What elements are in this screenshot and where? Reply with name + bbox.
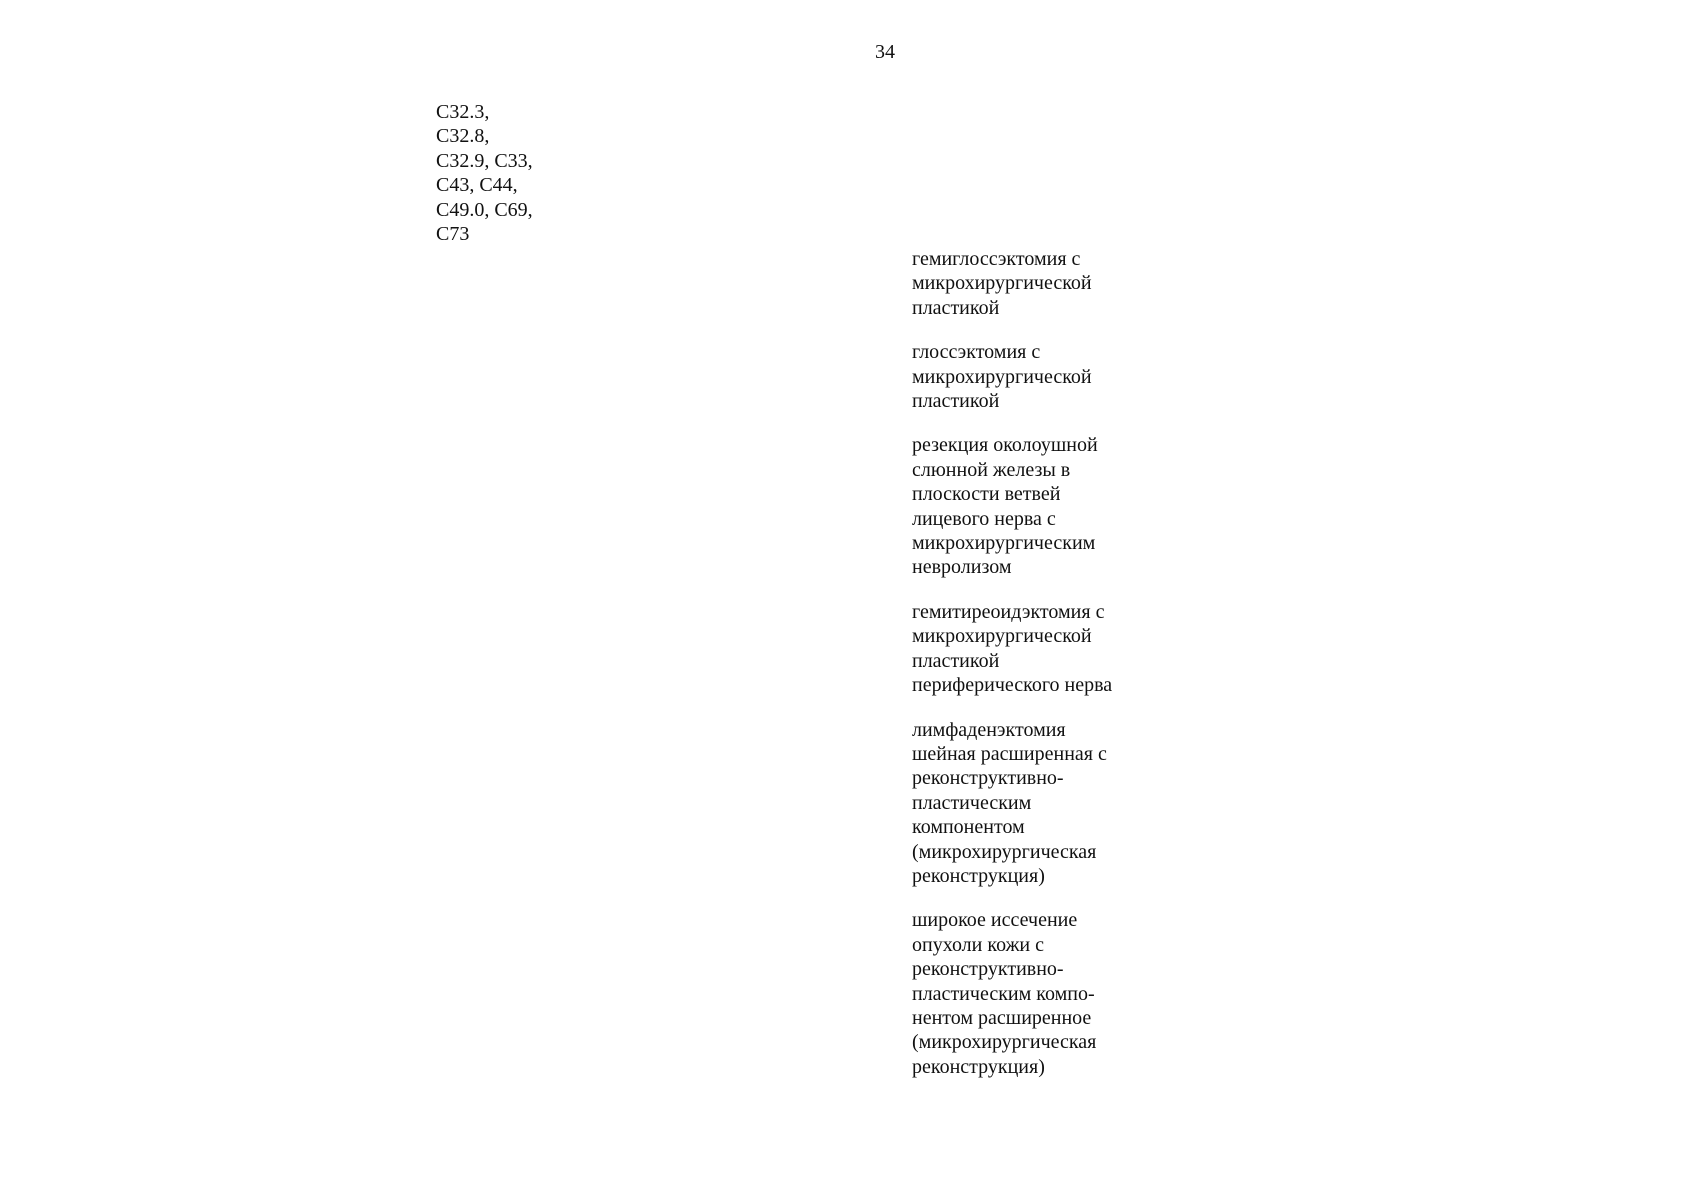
procedure-parotid-resection (912, 433, 1152, 579)
procedure-text-line: глоссэктомия с (912, 341, 1041, 364)
procedure-text-line: резекция околоушной (912, 434, 1098, 457)
procedures-list (912, 247, 1152, 1099)
procedure-text-line: реконструктивно- (912, 767, 1064, 790)
diagnosis-code: C43, C44, (436, 174, 518, 197)
diagnosis-codes-list (436, 100, 533, 246)
diagnosis-code: C32.9, C33, (436, 149, 533, 172)
procedure-text-line: микрохирургической (912, 365, 1092, 388)
procedure-text-line: шейная расширенная с (912, 742, 1107, 765)
procedure-text-line: опухоли кожи с (912, 933, 1044, 956)
procedure-text-line: пластикой (912, 649, 1000, 672)
procedure-text-line: микрохирургическим (912, 532, 1096, 555)
procedure-text-line: реконструктивно- (912, 958, 1064, 981)
diagnosis-code: C49.0, C69, (436, 198, 533, 221)
procedure-text-line: нентом расширенное (912, 1006, 1092, 1029)
procedure-lymphadenectomy (912, 718, 1152, 889)
procedure-glossectomy (912, 340, 1152, 413)
procedure-text-line: гемитиреоидэктомия с (912, 600, 1105, 623)
procedure-text-line: компонентом (912, 816, 1025, 839)
procedure-skin-tumor-excision (912, 908, 1152, 1079)
diagnosis-code: C32.8, (436, 125, 490, 148)
procedure-text-line: пластическим (912, 791, 1032, 814)
diagnosis-code: C32.3, (436, 101, 490, 123)
procedure-text-line: реконструкция) (912, 1055, 1045, 1078)
procedure-text-line: микрохирургической (912, 272, 1092, 295)
procedure-text-line: пластическим компо- (912, 982, 1095, 1005)
page-number: 34 (875, 41, 895, 63)
procedure-text-line: лимфаденэктомия (912, 718, 1066, 741)
procedure-text-line: периферического нерва (912, 674, 1113, 697)
procedure-text-line: широкое иссечение (912, 909, 1078, 932)
procedure-text-line: плоскости ветвей (912, 483, 1061, 506)
procedure-hemiglossectomy (912, 247, 1152, 320)
procedure-text-line: пластикой (912, 296, 1000, 319)
procedure-text-line: гемиглоссэктомия с (912, 248, 1081, 270)
procedure-text-line: (микрохирургическая (912, 1031, 1097, 1054)
procedure-text-line: слюнной железы в (912, 458, 1071, 481)
procedure-text-line: (микрохирургическая (912, 840, 1097, 863)
procedure-hemithyroidectomy (912, 600, 1152, 698)
procedure-text-line: лицевого нерва с (912, 507, 1056, 530)
procedure-text-line: пластикой (912, 390, 1000, 413)
procedure-text-line: микрохирургической (912, 625, 1092, 648)
procedure-text-line: невролизом (912, 556, 1012, 579)
diagnosis-code: C73 (436, 223, 470, 246)
procedure-text-line: реконструкция) (912, 864, 1045, 887)
